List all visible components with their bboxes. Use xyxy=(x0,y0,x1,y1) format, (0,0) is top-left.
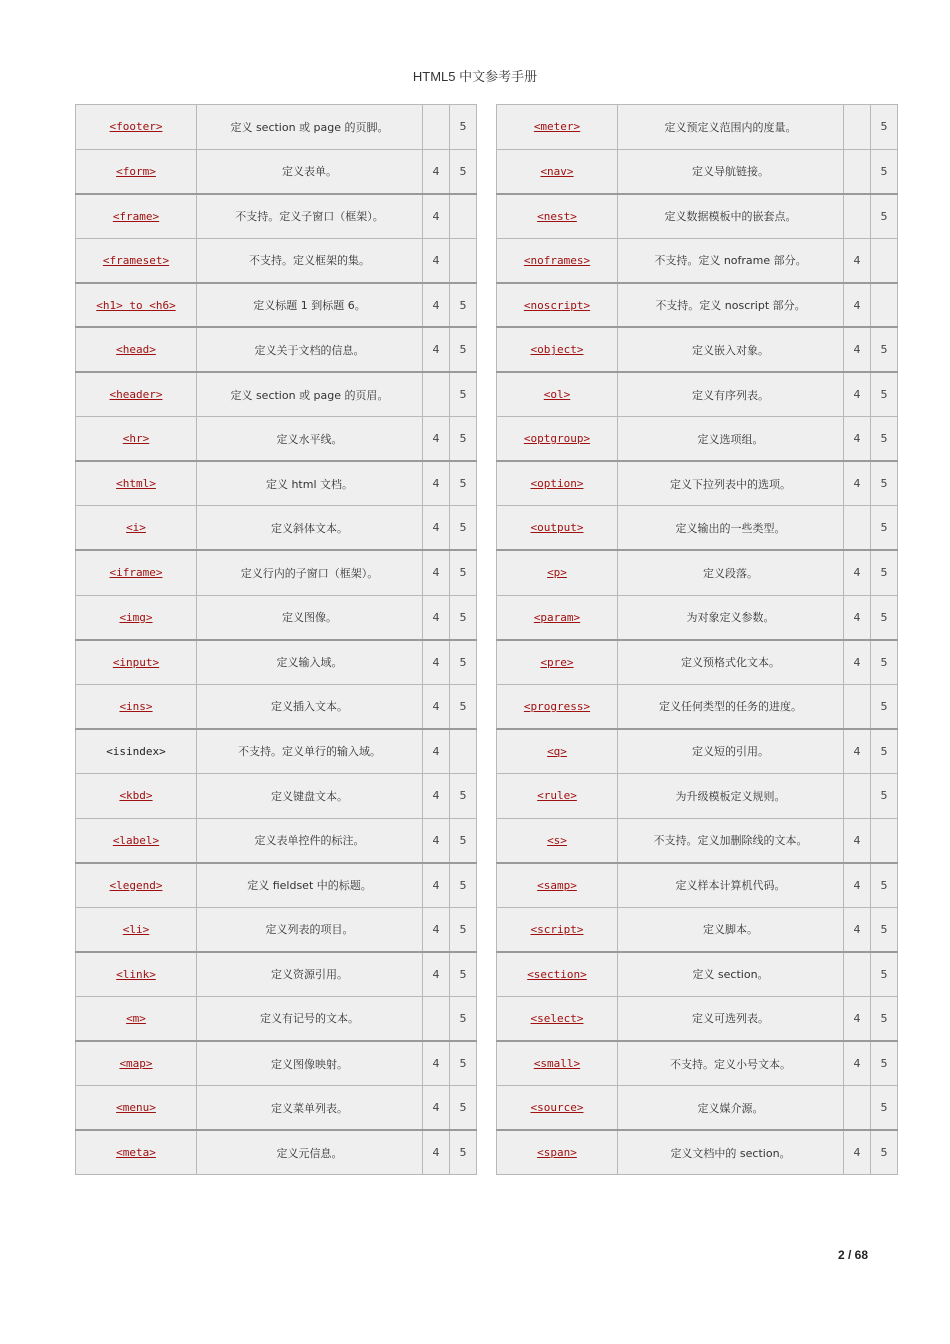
tag-cell[interactable] xyxy=(76,996,197,1041)
table-row xyxy=(497,1041,898,1086)
tag-cell[interactable] xyxy=(76,952,197,997)
tag-link[interactable]: <form> xyxy=(116,164,156,178)
html5-support-cell: 5 xyxy=(450,773,477,818)
description-cell: 定义表单控件的标注。 xyxy=(197,818,423,863)
tag-cell[interactable] xyxy=(497,952,618,997)
table-row xyxy=(497,417,898,462)
tag-link[interactable]: <i> xyxy=(126,521,146,535)
html4-support-cell xyxy=(423,372,450,417)
tag-link[interactable]: <param> xyxy=(533,610,581,624)
tag-cell[interactable] xyxy=(76,327,197,372)
table-row xyxy=(76,550,477,595)
page-number: 2 / 68 xyxy=(838,1248,869,1262)
html4-support-cell: 4 xyxy=(844,238,871,283)
tag-link[interactable]: <ins> xyxy=(119,699,153,713)
html4-support-cell: 4 xyxy=(423,149,450,194)
html4-support-cell xyxy=(844,506,871,551)
tag-link[interactable]: <select> xyxy=(530,1011,584,1025)
tag-link[interactable]: <html> xyxy=(116,477,156,491)
table-row xyxy=(497,595,898,640)
tag-cell[interactable] xyxy=(76,149,197,194)
table-row xyxy=(76,149,477,194)
html4-support-cell xyxy=(423,105,450,150)
table-row xyxy=(76,863,477,908)
tag-cell[interactable] xyxy=(76,684,197,729)
tag-link[interactable]: <object> xyxy=(530,343,584,357)
table-row xyxy=(76,238,477,283)
tag-cell[interactable] xyxy=(497,996,618,1041)
html5-support-cell: 5 xyxy=(450,1130,477,1175)
html4-support-cell: 4 xyxy=(844,640,871,685)
description-cell: 不支持。定义子窗口（框架）。 xyxy=(197,194,423,239)
table-row xyxy=(76,417,477,462)
html5-support-cell: 5 xyxy=(450,595,477,640)
html5-support-cell: 5 xyxy=(450,1086,477,1131)
tag-link[interactable]: <link> xyxy=(116,967,156,981)
html4-support-cell: 4 xyxy=(844,729,871,774)
html4-support-cell: 4 xyxy=(844,283,871,328)
table-row xyxy=(76,729,477,774)
description-cell: 定义文档中的 section。 xyxy=(618,1130,844,1175)
html5-support-cell: 5 xyxy=(871,1086,898,1131)
tag-cell[interactable] xyxy=(76,461,197,506)
tag-link[interactable]: <ol> xyxy=(543,388,571,402)
description-cell: 定义有序列表。 xyxy=(618,372,844,417)
tag-link[interactable]: <source> xyxy=(530,1101,584,1115)
html5-support-cell: 5 xyxy=(871,729,898,774)
tag-cell[interactable] xyxy=(76,372,197,417)
html4-support-cell xyxy=(844,1086,871,1131)
tag-link[interactable]: <frame> xyxy=(112,209,160,223)
html5-support-cell: 5 xyxy=(871,105,898,150)
tag-link[interactable]: <nav> xyxy=(540,164,574,178)
tag-link[interactable]: <meter> xyxy=(533,120,581,134)
tag-cell[interactable] xyxy=(497,105,618,150)
html5-support-cell: 5 xyxy=(450,818,477,863)
html4-support-cell xyxy=(844,773,871,818)
table-row xyxy=(76,105,477,150)
table-row xyxy=(76,283,477,328)
tag-cell[interactable] xyxy=(497,1130,618,1175)
tag-cell[interactable] xyxy=(76,640,197,685)
tag-cell[interactable] xyxy=(497,461,618,506)
tag-cell[interactable] xyxy=(76,194,197,239)
html5-support-cell xyxy=(450,729,477,774)
tag-cell[interactable] xyxy=(76,818,197,863)
tag-cell[interactable] xyxy=(76,595,197,640)
tag-cell[interactable] xyxy=(497,863,618,908)
table-row xyxy=(497,773,898,818)
tag-cell[interactable] xyxy=(76,105,197,150)
html5-support-cell: 5 xyxy=(871,327,898,372)
description-cell: 定义菜单列表。 xyxy=(197,1086,423,1131)
table-row xyxy=(76,506,477,551)
description-cell: 为对象定义参数。 xyxy=(618,595,844,640)
tag-cell[interactable] xyxy=(497,595,618,640)
description-cell: 定义数据模板中的嵌套点。 xyxy=(618,194,844,239)
html5-support-cell: 5 xyxy=(871,372,898,417)
table-row xyxy=(76,595,477,640)
html4-support-cell: 4 xyxy=(423,238,450,283)
html4-support-cell: 4 xyxy=(844,1130,871,1175)
table-row xyxy=(497,238,898,283)
tag-cell[interactable] xyxy=(76,1041,197,1086)
html4-support-cell: 4 xyxy=(844,461,871,506)
tag-cell[interactable] xyxy=(497,640,618,685)
description-cell: 定义有记号的文本。 xyxy=(197,996,423,1041)
html4-support-cell: 4 xyxy=(423,506,450,551)
tag-cell[interactable] xyxy=(76,238,197,283)
html5-support-cell: 5 xyxy=(450,640,477,685)
tag-link[interactable]: <small> xyxy=(533,1057,581,1071)
table-row xyxy=(497,283,898,328)
tag-cell[interactable] xyxy=(76,1130,197,1175)
html5-support-cell: 5 xyxy=(871,952,898,997)
html4-support-cell: 4 xyxy=(844,595,871,640)
description-cell: 定义元信息。 xyxy=(197,1130,423,1175)
table-row xyxy=(497,550,898,595)
tag-cell xyxy=(76,729,197,774)
description-cell: 定义输出的一些类型。 xyxy=(618,506,844,551)
tag-link[interactable]: <li> xyxy=(122,922,150,936)
html5-support-cell: 5 xyxy=(871,1041,898,1086)
tag-link[interactable]: <h1> to <h6> xyxy=(96,298,176,312)
table-row xyxy=(76,194,477,239)
description-cell: 定义列表的项目。 xyxy=(197,907,423,952)
html4-support-cell: 4 xyxy=(423,595,450,640)
table-row xyxy=(497,372,898,417)
table-row xyxy=(76,372,477,417)
html4-support-cell xyxy=(844,194,871,239)
tag-link[interactable]: <noscript> xyxy=(523,298,591,312)
html5-support-cell: 5 xyxy=(871,417,898,462)
description-cell: 定义资源引用。 xyxy=(197,952,423,997)
table-row xyxy=(497,818,898,863)
html5-support-cell: 5 xyxy=(871,550,898,595)
html4-support-cell xyxy=(844,149,871,194)
tag-link[interactable]: <pre> xyxy=(540,655,574,669)
html5-support-cell xyxy=(871,238,898,283)
html5-support-cell: 5 xyxy=(450,863,477,908)
tag-cell[interactable] xyxy=(497,149,618,194)
html5-support-cell: 5 xyxy=(450,327,477,372)
tag-cell[interactable] xyxy=(497,283,618,328)
tag-cell[interactable] xyxy=(497,1086,618,1131)
html4-support-cell xyxy=(844,684,871,729)
html5-support-cell: 5 xyxy=(450,506,477,551)
description-cell: 定义 section 或 page 的页脚。 xyxy=(197,105,423,150)
tag-link[interactable]: <img> xyxy=(119,610,153,624)
html4-support-cell: 4 xyxy=(423,952,450,997)
tag-cell[interactable] xyxy=(76,773,197,818)
tag-link[interactable]: <legend> xyxy=(109,878,163,892)
html4-support-cell: 4 xyxy=(423,1086,450,1131)
description-cell: 定义图像映射。 xyxy=(197,1041,423,1086)
table-row xyxy=(497,327,898,372)
table-row xyxy=(497,729,898,774)
html4-support-cell: 4 xyxy=(423,729,450,774)
table-row xyxy=(497,506,898,551)
html5-support-cell: 5 xyxy=(871,1130,898,1175)
tag-cell[interactable] xyxy=(497,773,618,818)
html4-support-cell: 4 xyxy=(423,1041,450,1086)
tag-cell[interactable] xyxy=(497,238,618,283)
description-cell: 定义插入文本。 xyxy=(197,684,423,729)
table-row xyxy=(497,863,898,908)
table-row xyxy=(76,684,477,729)
tag-link[interactable]: <script> xyxy=(530,922,584,936)
html4-support-cell: 4 xyxy=(844,550,871,595)
tag-cell[interactable] xyxy=(76,506,197,551)
html5-support-cell: 5 xyxy=(871,773,898,818)
tag-link[interactable]: <q> xyxy=(547,744,567,758)
tag-cell[interactable] xyxy=(497,194,618,239)
tag-cell[interactable] xyxy=(76,550,197,595)
tag-cell[interactable] xyxy=(76,907,197,952)
html5-support-cell xyxy=(871,818,898,863)
html4-support-cell: 4 xyxy=(423,283,450,328)
table-row xyxy=(497,461,898,506)
html5-support-cell: 5 xyxy=(871,684,898,729)
table-row xyxy=(497,684,898,729)
description-cell: 定义斜体文本。 xyxy=(197,506,423,551)
tag-cell[interactable] xyxy=(497,818,618,863)
html4-support-cell xyxy=(844,952,871,997)
tag-link[interactable]: <input> xyxy=(112,655,160,669)
table-row xyxy=(76,952,477,997)
tag-link[interactable]: <label> xyxy=(112,833,160,847)
description-cell: 不支持。定义小号文本。 xyxy=(618,1041,844,1086)
html4-support-cell: 4 xyxy=(844,372,871,417)
html5-support-cell: 5 xyxy=(450,1041,477,1086)
description-cell: 定义 html 文档。 xyxy=(197,461,423,506)
description-cell: 定义媒介源。 xyxy=(618,1086,844,1131)
description-cell: 定义 fieldset 中的标题。 xyxy=(197,863,423,908)
html5-support-cell: 5 xyxy=(450,417,477,462)
tag-link[interactable]: <head> xyxy=(116,343,156,357)
html5-support-cell xyxy=(871,283,898,328)
tag-cell[interactable] xyxy=(497,327,618,372)
html5-support-cell: 5 xyxy=(450,149,477,194)
tag-link[interactable]: <hr> xyxy=(122,432,150,446)
table-row xyxy=(76,461,477,506)
tag-link[interactable]: <p> xyxy=(547,566,567,580)
description-cell: 定义 section。 xyxy=(618,952,844,997)
html5-support-cell: 5 xyxy=(871,595,898,640)
description-cell: 定义 section 或 page 的页眉。 xyxy=(197,372,423,417)
tag-cell[interactable] xyxy=(497,684,618,729)
right-reference-table xyxy=(496,104,898,1175)
description-cell: 不支持。定义加删除线的文本。 xyxy=(618,818,844,863)
html5-support-cell: 5 xyxy=(871,640,898,685)
html5-support-cell: 5 xyxy=(871,996,898,1041)
tag-cell[interactable] xyxy=(76,283,197,328)
html4-support-cell: 4 xyxy=(423,417,450,462)
html4-support-cell xyxy=(844,105,871,150)
tag-link[interactable]: <header> xyxy=(109,388,163,402)
tag-link[interactable]: <rule> xyxy=(537,789,577,803)
tag-cell[interactable] xyxy=(76,863,197,908)
tag-link[interactable]: <footer> xyxy=(109,120,163,134)
description-cell: 定义任何类型的任务的进度。 xyxy=(618,684,844,729)
html5-support-cell: 5 xyxy=(871,506,898,551)
html4-support-cell: 4 xyxy=(844,996,871,1041)
tag-link[interactable]: <meta> xyxy=(116,1146,156,1160)
table-row xyxy=(497,1086,898,1131)
description-cell: 不支持。定义 noscript 部分。 xyxy=(618,283,844,328)
table-row xyxy=(497,952,898,997)
html5-support-cell xyxy=(450,194,477,239)
table-row xyxy=(76,773,477,818)
html5-support-cell: 5 xyxy=(871,149,898,194)
left-reference-table xyxy=(75,104,477,1175)
description-cell: 不支持。定义单行的输入域。 xyxy=(197,729,423,774)
tag-link[interactable]: <noframes> xyxy=(523,253,591,267)
tag-link[interactable]: <kbd> xyxy=(119,789,153,803)
description-cell: 定义行内的子窗口（框架）。 xyxy=(197,550,423,595)
description-cell: 为升级模板定义规则。 xyxy=(618,773,844,818)
table-row xyxy=(76,640,477,685)
table-row xyxy=(497,105,898,150)
description-cell: 定义预定义范围内的度量。 xyxy=(618,105,844,150)
html4-support-cell: 4 xyxy=(423,550,450,595)
html4-support-cell: 4 xyxy=(844,417,871,462)
table-row xyxy=(497,1130,898,1175)
table-row xyxy=(497,996,898,1041)
tag-cell[interactable] xyxy=(76,1086,197,1131)
description-cell: 定义输入域。 xyxy=(197,640,423,685)
table-row xyxy=(76,818,477,863)
table-row xyxy=(497,149,898,194)
html4-support-cell: 4 xyxy=(423,327,450,372)
html5-support-cell: 5 xyxy=(450,283,477,328)
description-cell: 定义嵌入对象。 xyxy=(618,327,844,372)
description-cell: 定义标题 1 到标题 6。 xyxy=(197,283,423,328)
tag-link[interactable]: <option> xyxy=(530,477,584,491)
html5-support-cell: 5 xyxy=(450,684,477,729)
html4-support-cell: 4 xyxy=(844,1041,871,1086)
html4-support-cell: 4 xyxy=(844,818,871,863)
html4-support-cell: 4 xyxy=(423,773,450,818)
page-title: HTML5 中文参考手册 xyxy=(412,69,538,84)
html5-support-cell: 5 xyxy=(871,907,898,952)
description-cell: 定义脚本。 xyxy=(618,907,844,952)
html5-support-cell: 5 xyxy=(450,461,477,506)
html4-support-cell xyxy=(423,996,450,1041)
html4-support-cell: 4 xyxy=(423,640,450,685)
description-cell: 不支持。定义 noframe 部分。 xyxy=(618,238,844,283)
table-row xyxy=(76,996,477,1041)
tag-cell[interactable] xyxy=(497,372,618,417)
html5-support-cell: 5 xyxy=(450,105,477,150)
html4-support-cell: 4 xyxy=(844,863,871,908)
description-cell: 定义样本计算机代码。 xyxy=(618,863,844,908)
html4-support-cell: 4 xyxy=(844,907,871,952)
html4-support-cell: 4 xyxy=(423,818,450,863)
tag-link[interactable]: <menu> xyxy=(116,1101,156,1115)
table-row xyxy=(76,907,477,952)
table-row xyxy=(497,640,898,685)
tag-cell[interactable] xyxy=(497,550,618,595)
tag-cell[interactable] xyxy=(76,417,197,462)
description-cell: 定义短的引用。 xyxy=(618,729,844,774)
tag-cell[interactable] xyxy=(497,417,618,462)
tag-link[interactable]: <samp> xyxy=(537,878,577,892)
tag-cell[interactable] xyxy=(497,729,618,774)
description-cell: 定义可选列表。 xyxy=(618,996,844,1041)
tag-link[interactable]: <output> xyxy=(530,521,584,535)
tag-link[interactable]: <iframe> xyxy=(109,566,163,580)
tag-cell[interactable] xyxy=(497,907,618,952)
html5-support-cell: 5 xyxy=(450,550,477,595)
html5-support-cell: 5 xyxy=(450,907,477,952)
html4-support-cell: 4 xyxy=(423,461,450,506)
description-cell: 定义图像。 xyxy=(197,595,423,640)
table-row xyxy=(76,1086,477,1131)
html4-support-cell: 4 xyxy=(423,1130,450,1175)
table-row xyxy=(76,327,477,372)
html4-support-cell: 4 xyxy=(423,684,450,729)
tag-link[interactable]: <nest> xyxy=(537,209,577,223)
html5-support-cell xyxy=(450,238,477,283)
table-row xyxy=(497,194,898,239)
html5-support-cell: 5 xyxy=(450,372,477,417)
tag-link[interactable]: <s> xyxy=(547,833,567,847)
description-cell: 定义关于文档的信息。 xyxy=(197,327,423,372)
tag-cell[interactable] xyxy=(497,1041,618,1086)
html4-support-cell: 4 xyxy=(423,863,450,908)
html5-support-cell: 5 xyxy=(871,863,898,908)
tag-link[interactable]: <span> xyxy=(537,1146,577,1160)
tag-text: <isindex> xyxy=(106,744,166,758)
tag-link[interactable]: <map> xyxy=(119,1057,153,1071)
html5-support-cell: 5 xyxy=(871,194,898,239)
description-cell: 定义段落。 xyxy=(618,550,844,595)
table-row xyxy=(76,1130,477,1175)
html5-support-cell: 5 xyxy=(450,996,477,1041)
html4-support-cell: 4 xyxy=(423,907,450,952)
tag-cell[interactable] xyxy=(497,506,618,551)
tag-link[interactable]: <progress> xyxy=(523,699,591,713)
tag-link[interactable]: <m> xyxy=(126,1011,146,1025)
table-row xyxy=(497,907,898,952)
description-cell: 定义键盘文本。 xyxy=(197,773,423,818)
description-cell: 定义导航链接。 xyxy=(618,149,844,194)
html4-support-cell: 4 xyxy=(423,194,450,239)
description-cell: 定义预格式化文本。 xyxy=(618,640,844,685)
tag-link[interactable]: <optgroup> xyxy=(523,432,591,446)
description-cell: 不支持。定义框架的集。 xyxy=(197,238,423,283)
html4-support-cell: 4 xyxy=(844,327,871,372)
description-cell: 定义选项组。 xyxy=(618,417,844,462)
tag-link[interactable]: <frameset> xyxy=(102,253,170,267)
description-cell: 定义表单。 xyxy=(197,149,423,194)
html5-support-cell: 5 xyxy=(871,461,898,506)
tag-link[interactable]: <section> xyxy=(527,967,587,981)
table-row xyxy=(76,1041,477,1086)
html5-support-cell: 5 xyxy=(450,952,477,997)
description-cell: 定义下拉列表中的选项。 xyxy=(618,461,844,506)
description-cell: 定义水平线。 xyxy=(197,417,423,462)
